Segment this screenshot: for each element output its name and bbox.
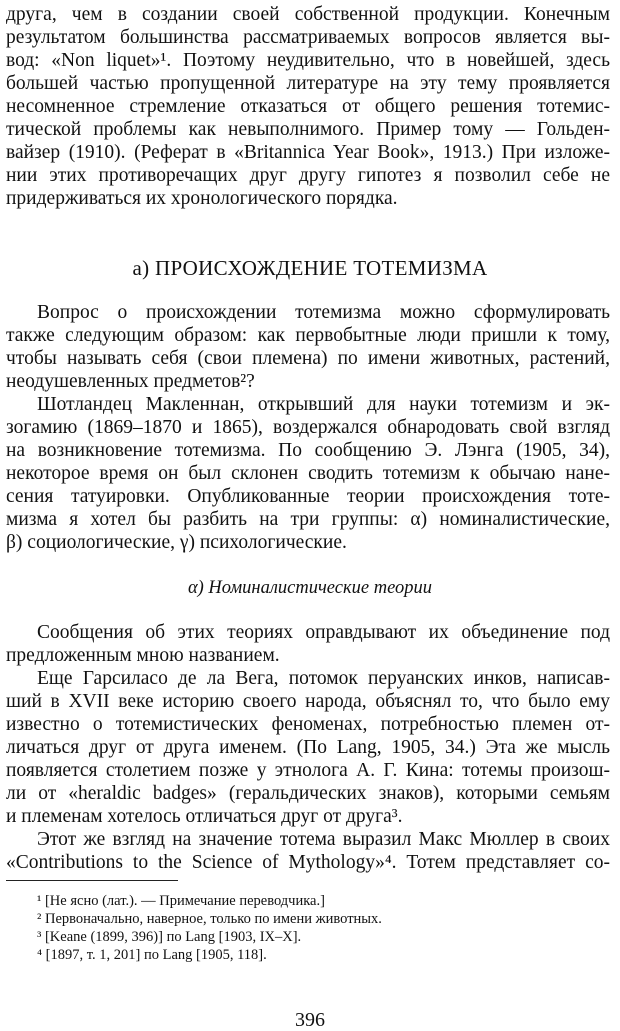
text-line: ший в XVII веке историю своего народа, объяснял то, что было ему: [6, 691, 610, 712]
text-line: ли от «heraldic badges» (геральдических знаков), которыми семьям: [6, 783, 610, 804]
text-line: нии этих противоречащих друг другу гипотез я позволил себе не: [6, 165, 610, 186]
text-line: на возникновение тотемизма. По сообщению Э. Лэнга (1905, 34),: [6, 440, 610, 461]
footnote-divider: [6, 880, 178, 881]
text-line: вод: «Non liquet»¹. Поэтому неудивительно, что в новейшей, здесь: [6, 50, 610, 71]
text-line: зогамию (1869–1870 и 1865), воздержался обнародовать свой взгляд: [6, 417, 610, 438]
text-line: тической проблемы как невыполнимого. Пример тому — Гольден-: [6, 119, 610, 140]
text-line: появляется столетием позже у этнолога А. Г. Кина: тотемы произош-: [6, 760, 610, 781]
text-line: Еще Гарсиласо де ла Вега, потомок перуанских инков, написав-: [37, 668, 610, 689]
footnote: ² Первоначально, наверное, только по имени животных.: [37, 911, 382, 927]
text-line: Этот же взгляд на значение тотема выразил Макс Мюллер в своих: [37, 829, 610, 850]
text-line: и племенам хотелось отличаться друг от друга³.: [6, 806, 403, 827]
text-line: Вопрос о происхождении тотемизма можно сформулировать: [37, 302, 610, 323]
text-line: Шотландец Макленнан, открывший для науки тотемизм и эк-: [37, 394, 610, 415]
footnote: ¹ [Не ясно (лат.). — Примечание переводчика.]: [37, 893, 325, 909]
footnote: ³ [Keane (1899, 396)] по Lang [1903, IX–X].: [37, 929, 302, 945]
text-line: сения татуировки. Опубликованные теории происхождения тоте-: [6, 486, 610, 507]
subsection-heading: α) Номиналистические теории: [187, 578, 433, 598]
text-line: придерживаться их хронологического порядка.: [6, 188, 398, 209]
text-line: чтобы называть себя (свои племена) по имени животных, растений,: [6, 348, 610, 369]
text-line: вайзер (1910). (Реферат в «Britannica Year Book», 1913.) При изложе-: [6, 142, 610, 163]
text-line: личаться друг от друга именем. (По Lang, 1905, 34.) Эта же мысль: [6, 737, 610, 758]
text-line: предложенным мною названием.: [6, 645, 280, 666]
text-line: неодушевленных предметов²?: [6, 371, 255, 392]
section-heading: a) ПРОИСХОЖДЕНИЕ ТОТЕМИЗМА: [132, 256, 488, 280]
text-line: большей частью пропущенной литературе на эту тему проявляется: [6, 73, 610, 94]
text-line: известно о тотемистических феноменах, потребностью племен от-: [6, 714, 610, 735]
text-line: β) социологические, γ) психологические.: [6, 532, 347, 553]
text-line: некоторое время он был склонен сводить тотемизм к обычаю нане-: [6, 463, 610, 484]
text-line: Сообщения об этих теориях оправдывают их объединение под: [37, 622, 610, 643]
text-line: «Contributions to the Science of Mythology»⁴. Тотем представляет со-: [6, 852, 610, 873]
text-line: мизма я хотел бы разбить на три группы: α) номиналистические,: [6, 509, 610, 530]
text-line: также следующим образом: как первобытные люди пришли к тому,: [6, 325, 610, 346]
footnote: ⁴ [1897, т. 1, 201] по Lang [1905, 118].: [37, 947, 267, 963]
page-number: 396: [295, 1009, 325, 1031]
text-line: результатом большинства рассматриваемых вопросов является вы-: [6, 27, 610, 48]
text-line: друга, чем в создании своей собственной продукции. Конечным: [6, 4, 610, 25]
text-line: несомненное стремление отказаться от общего решения тотемис-: [6, 96, 610, 117]
